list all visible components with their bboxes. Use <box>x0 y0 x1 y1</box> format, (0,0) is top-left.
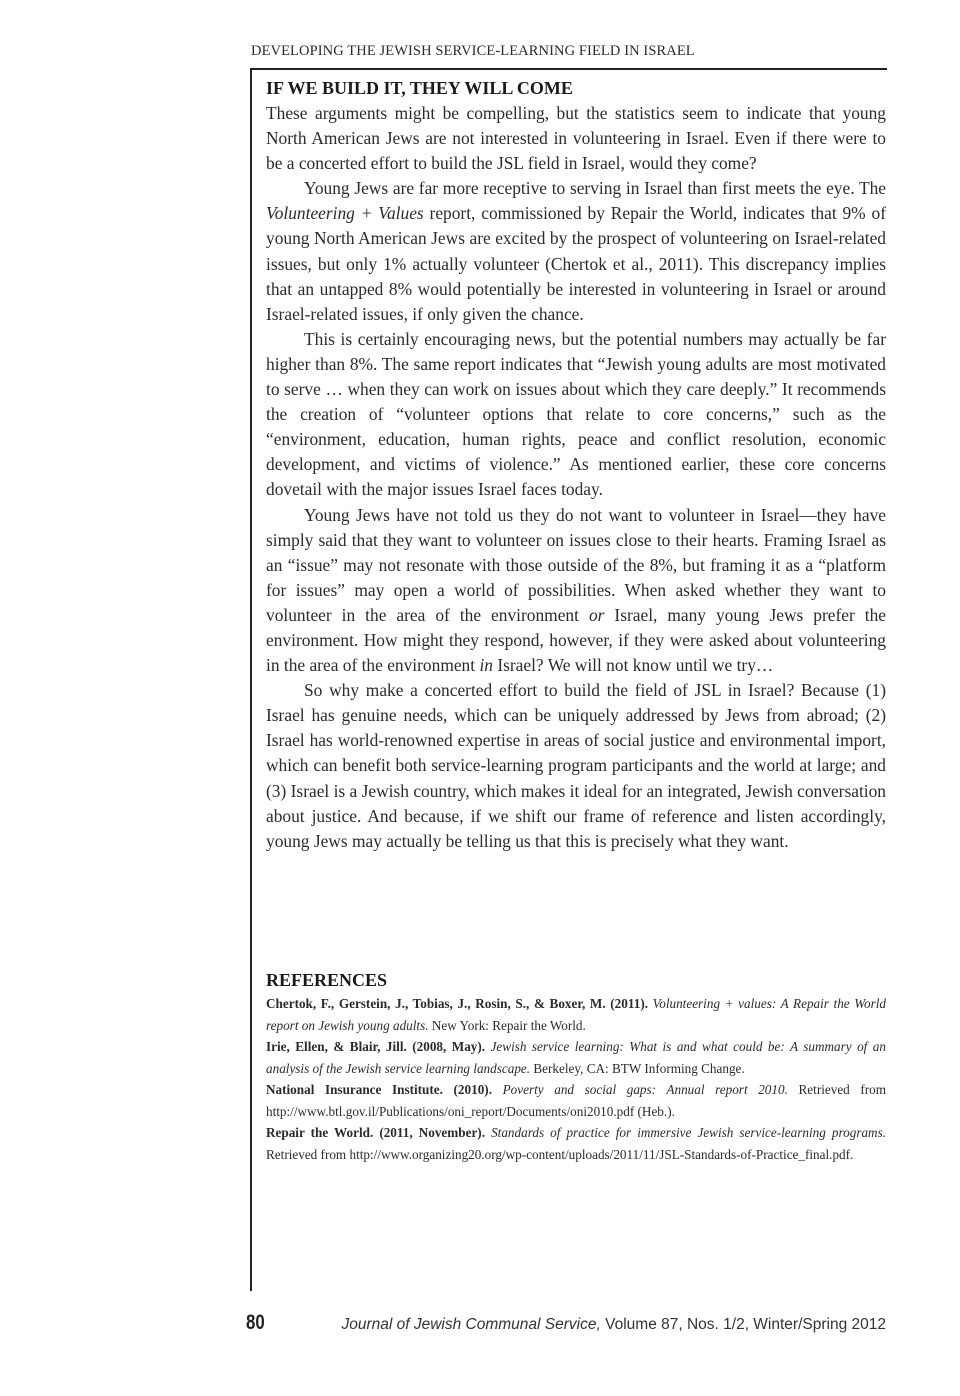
reference-authors: Irie, Ellen, & Blair, Jill. (2008, May). <box>266 1039 486 1054</box>
reference-item <box>266 1122 886 1165</box>
paragraph-4 <box>266 503 886 679</box>
references-list <box>266 993 886 1165</box>
reference-authors: Repair the World. (2011, November). <box>266 1125 485 1140</box>
running-head: DEVELOPING THE JEWISH SERVICE-LEARNING FIELD IN ISRAEL <box>251 43 695 59</box>
page-number: 80 <box>246 1311 265 1334</box>
reference-authors: Chertok, F., Gerstein, J., Tobias, J., Rosin, S., & Boxer, M. (2011). <box>266 996 649 1011</box>
paragraph-2-text-b: report, commissioned by Repair the World, indicates that 9% of young North American Jews are excited by the prospect of volunteering on Israel-related issues, but only 1% actually volunteer (Chertok et al., 2011). This discrepancy implies that an untapped 8% would potentially be interested in volunteering in Israel or around Israel-related issues, if only given the chance. <box>266 203 886 324</box>
paragraph-5: So why make a concerted effort to build the field of JSL in Israel? Because (1) Israel has genuine needs, which can be uniquely addressed by Jews from abroad; (2) Israel has world-renowned expertise in areas of social justice and environmental import, which can benefit both service-learning program participants and the world at large; and (3) Israel is a Jewish country, which makes it ideal for an integrated, Jewish conversation about justice. And because, if we shift our frame of reference and listen accordingly, young Jews may actually be telling us that this is precisely what they want. <box>266 680 886 851</box>
reference-title: Jewish service learning: What is and what could be: A summary of an analysis of the Jewish service learning landscape. <box>266 1039 886 1076</box>
reference-title: Volunteering + values: A Repair the World report on Jewish young adults. <box>266 996 887 1033</box>
reference-publisher: New York: Repair the World. <box>431 1017 586 1033</box>
paragraph-2-text-a: Young Jews are far more receptive to serving in Israel than first meets the eye. The <box>304 178 886 199</box>
report-title-italic: Volunteering + Values <box>266 203 424 224</box>
reference-title: Poverty and social gaps: Annual report 2010. <box>502 1082 788 1097</box>
reference-authors: National Insurance Institute. (2010). <box>266 1082 492 1097</box>
paragraph-4-text-a: Young Jews have not told us they do not want to volunteer in Israel—they have simply said that they want to volunteer on issues close to their hearts. Framing Israel as an “issue” may not resonate with those outside of the 8%, but framing it as a “platform for issues” may open a world of possibilities. When asked whether they want to volunteer in the area of the environment <box>266 504 886 625</box>
emphasis-in: in <box>479 655 493 676</box>
article-body <box>266 76 886 854</box>
reference-publisher: Retrieved from http://www.btl.gov.il/Publications/oni_report/Documents/oni2010.pdf (Heb.). <box>266 1082 887 1119</box>
paragraph-1: These arguments might be compelling, but the statistics seem to indicate that young North American Jews are not interested in volunteering in Israel. Even if there were to be a concerted effort to build the JSL field in Israel, would they come? <box>266 103 886 174</box>
reference-item <box>266 993 886 1036</box>
journal-issue: Volume 87, Nos. 1/2, Winter/Spring 2012 <box>605 1316 886 1333</box>
section-heading: IF WE BUILD IT, THEY WILL COME <box>266 78 573 98</box>
emphasis-or: or <box>588 604 605 625</box>
paragraph-2 <box>266 176 886 327</box>
top-rule <box>251 68 887 70</box>
reference-publisher: Retrieved from http://www.organizing20.org/wp-content/uploads/2011/11/JSL-Standards-of-Practice_final.pdf. <box>266 1146 854 1162</box>
paragraph-4-text-b: Israel, many young Jews prefer the environment. How might they respond, however, if they were asked about volunteering in the area of the environment <box>266 604 886 676</box>
paragraph-4-text-c: Israel? We will not know until we try… <box>492 655 774 676</box>
journal-name: Journal of Jewish Communal Service, <box>341 1316 601 1333</box>
reference-item <box>266 1079 886 1122</box>
reference-item <box>266 1036 886 1079</box>
left-rule <box>250 68 252 1291</box>
reference-title: Standards of practice for immersive Jewish service-learning programs. <box>491 1125 887 1140</box>
journal-citation <box>341 1316 886 1334</box>
reference-publisher: Berkeley, CA: BTW Informing Change. <box>533 1060 745 1076</box>
references-heading: REFERENCES <box>266 970 388 990</box>
paragraph-3: This is certainly encouraging news, but the potential numbers may actually be far higher than 8%. The same report indicates that “Jewish young adults are most motivated to serve … when they can work on issues about which they care deeply.” It recommends the creation of “volunteer options that relate to core concerns,” such as the “environment, education, human rights, peace and conflict resolution, economic development, and victims of violence.” As mentioned earlier, these core concerns dovetail with the major issues Israel faces today. <box>266 328 886 500</box>
